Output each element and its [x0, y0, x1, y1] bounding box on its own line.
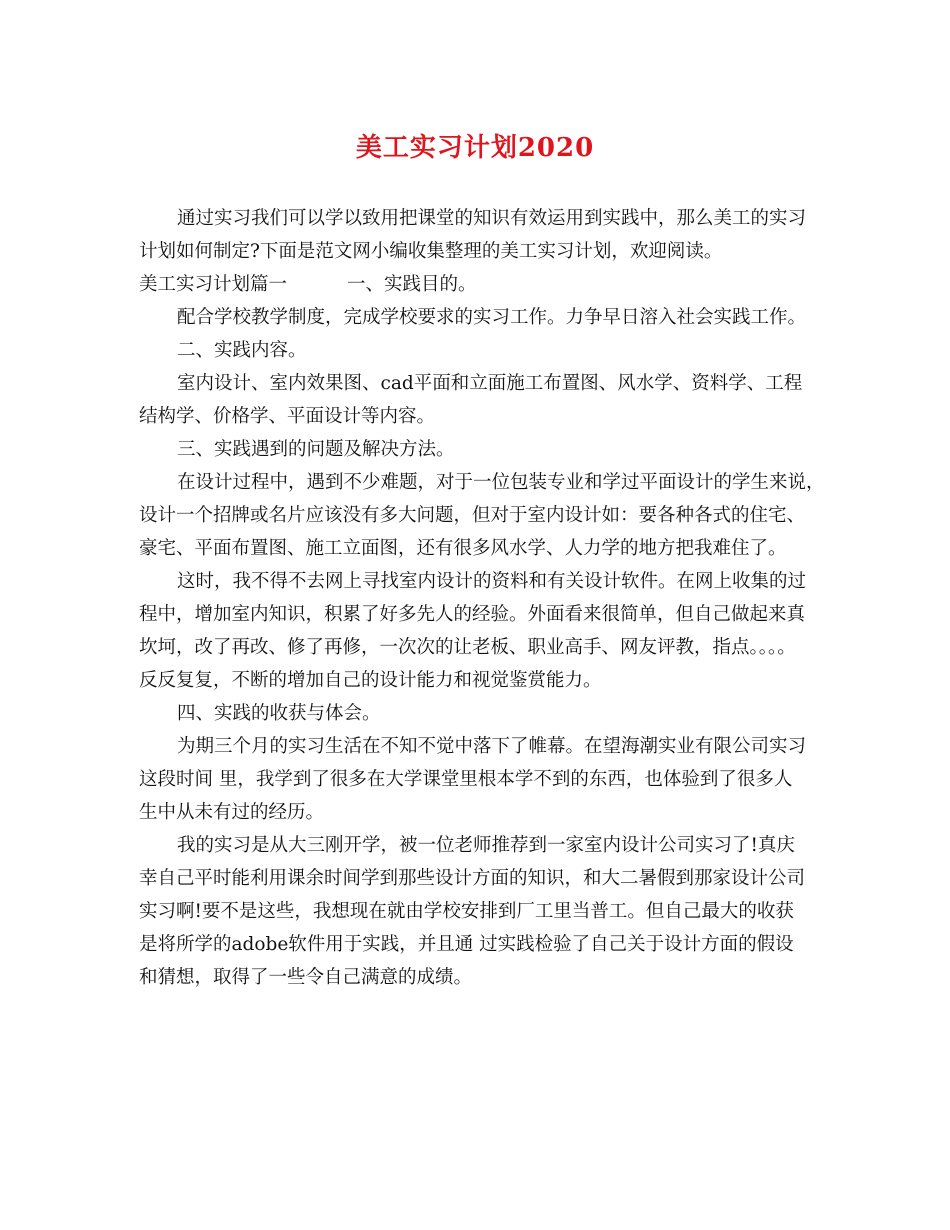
paragraph-line: 是将所学的adobe软件用于实践，并且通 过实践检验了自己关于设计方面的假设 [139, 934, 794, 955]
paragraph-line: 我的实习是从大三刚开学，被一位老师推荐到一家室内设计公司实习了!真庆 [177, 835, 795, 856]
paragraph-line: 这段时间 里，我学到了很多在大学课堂里根本学不到的东西，也体验到了很多人 [139, 769, 793, 790]
paragraph-line: 设计一个招牌或名片应该没有多大问题，但对于室内设计如：要各种各式的住宅、 [139, 505, 806, 526]
section-heading-line [139, 268, 819, 301]
subheading-line: 四、实践的收获与体会。 [177, 703, 381, 724]
paragraph-line: 为期三个月的实习生活在不知不觉中落下了帷幕。在望海潮实业有限公司实习 [177, 736, 807, 757]
paragraph-line: 室内设计、室内效果图、cad平面和立面施工布置图、风水学、资料学、工程 [177, 373, 803, 394]
paragraph-line: 计划如何制定?下面是范文网小编收集整理的美工实习计划，欢迎阅读。 [139, 241, 723, 262]
paragraph-line: 和猜想，取得了一些令自己满意的成绩。 [139, 967, 473, 988]
paragraph-line: 配合学校教学制度，完成学校要求的实习工作。力争早日溶入社会实践工作。 [177, 307, 807, 328]
paragraph-line: 实习啊!要不是这些，我想现在就由学校安排到厂工里当普工。但自己最大的收获 [139, 901, 794, 922]
paragraph-line: 坎坷，改了再改、修了再修，一次次的让老板、职业高手、网友评教，指点。。。。 [139, 637, 796, 658]
paragraph-line: 结构学、价格学、平面设计等内容。 [139, 406, 436, 427]
paragraph-line: 这时，我不得不去网上寻找室内设计的资料和有关设计软件。在网上收集的过 [177, 571, 807, 592]
paragraph-line: 豪宅、平面布置图、施工立面图，还有很多风水学、人力学的地方把我难住了。 [139, 538, 787, 559]
section-title: 美工实习计划篇一 [139, 274, 288, 295]
section-subheading: 一、实践目的。 [347, 274, 477, 295]
document-body [139, 202, 825, 994]
paragraph-line: 幸自己平时能利用课余时间学到那些设计方面的知识，和大二暑假到那家设计公司 [139, 868, 806, 889]
paragraph-line: 程中，增加室内知识，积累了好多先人的经验。外面看来很简单，但自己做起来真 [139, 604, 806, 625]
paragraph-line: 通过实习我们可以学以致用把课堂的知识有效运用到实践中，那么美工的实习 [177, 208, 807, 229]
subheading-line: 二、实践内容。 [177, 340, 307, 361]
subheading-line: 三、实践遇到的问题及解决方法。 [177, 439, 455, 460]
paragraph-line: 在设计过程中，遇到不少难题，对于一位包装专业和学过平面设计的学生来说， [177, 472, 825, 493]
document-title: 美工实习计划2020 [355, 133, 595, 163]
paragraph-line: 反反复复，不断的增加自己的设计能力和视觉鉴赏能力。 [139, 670, 602, 691]
paragraph-line: 生中从未有过的经历。 [139, 802, 325, 823]
